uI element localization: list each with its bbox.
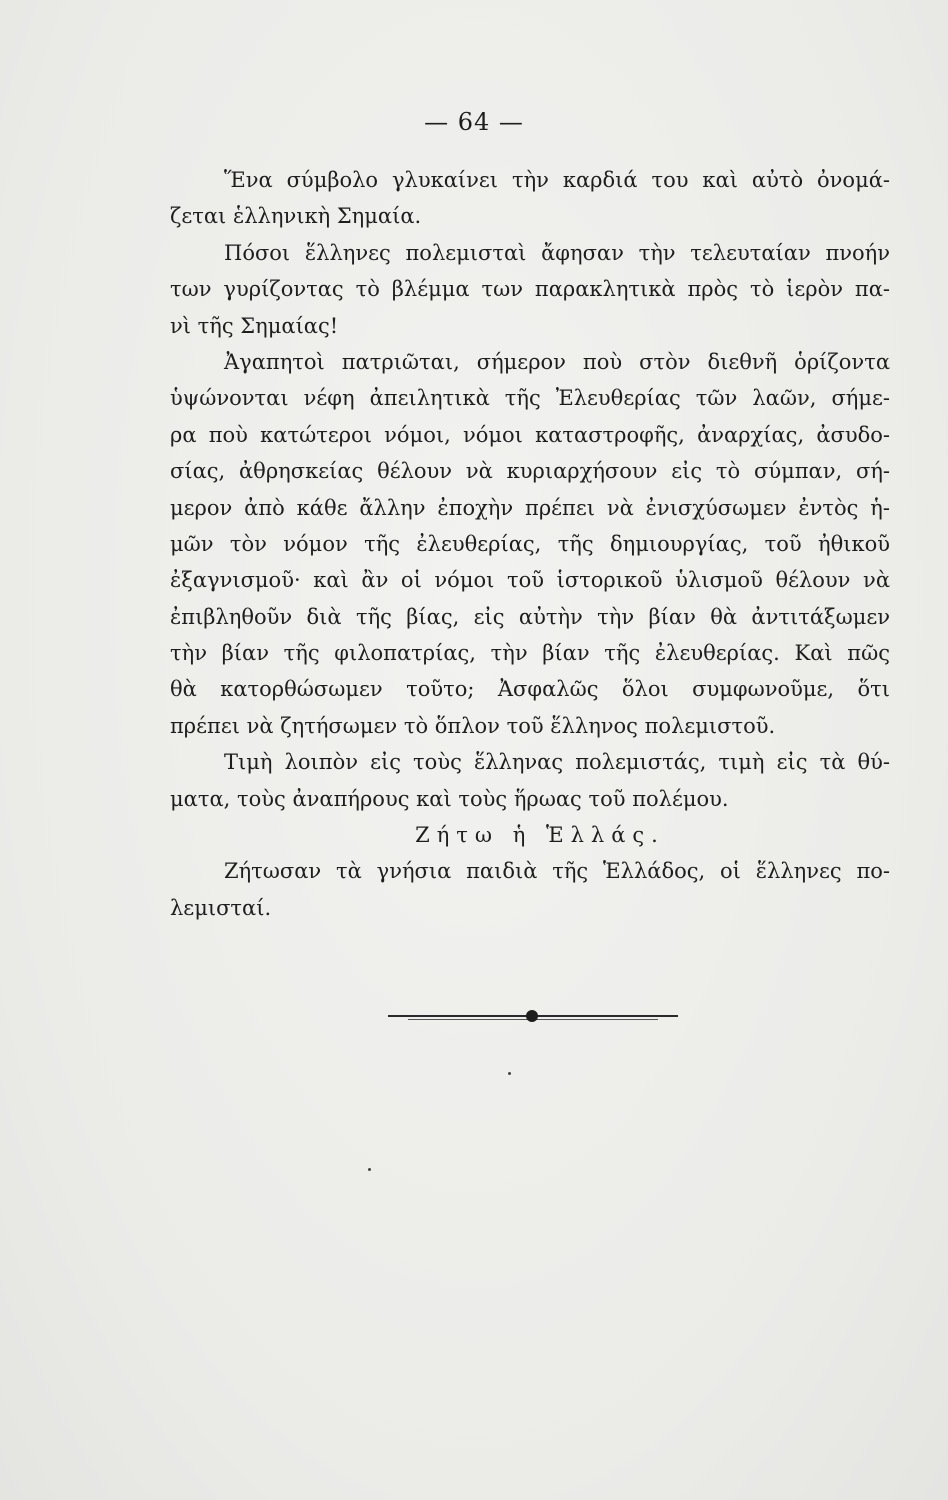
text-line: τὴν βίαν τῆς φιλοπατρίας, τὴν βίαν τῆς ἐλευθερίας. Καὶ πῶς [170,641,890,666]
text-line: μερον ἀπὸ κάθε ἄλλην ἐποχὴν πρέπει νὰ ἐνισχύσωμεν ἐντὸς ἡ- [170,495,890,520]
text-line: ἐπιβληθοῦν διὰ τῆς βίας, εἰς αὐτὴν τὴν βίαν θὰ ἀντιτάξωμεν [170,604,890,629]
text-line: Τιμὴ λοιπὸν εἰς τοὺς ἕλληνας πολεμιστάς, τιμὴ εἰς τὰ θύ- [224,750,890,775]
divider-dot-icon [526,1010,538,1022]
text-line: πρέπει νὰ ζητήσωμεν τὸ ὅπλον τοῦ ἕλληνος πολεμιστοῦ. [170,713,776,738]
ink-speck [508,1072,511,1075]
text-line: μῶν τὸν νόμον τῆς ἐλευθερίας, τῆς δημιουργίας, τοῦ ἠθικοῦ [170,531,890,556]
text-line: θὰ κατορθώσωμεν τοῦτο; Ἀσφαλῶς ὅλοι συμφωνοῦμε, ὅτι [170,677,890,702]
text-line: των γυρίζοντας τὸ βλέμμα των παρακλητικὰ πρὸς τὸ ἱερὸν πα- [170,277,890,302]
text-line: ἐξαγνισμοῦ· καὶ ἂν οἱ νόμοι τοῦ ἱστορικοῦ ὑλισμοῦ θέλουν νὰ [170,568,890,593]
text-line: Ζήτω ἡ Ἑλλάς. [415,823,665,848]
text-line: ζεται ἑλληνικὴ Σημαία. [170,204,422,229]
text-line: λεμισταί. [170,895,272,920]
text-line: νὶ τῆς Σημαίας! [170,313,339,338]
text-line: Πόσοι ἕλληνες πολεμισταὶ ἄφησαν τὴν τελευταίαν πνοήν [224,240,890,265]
page-number: — 64 — [424,108,524,136]
text-line: σίας, ἀθρησκείας θέλουν νὰ κυριαρχήσουν εἰς τὸ σύμπαν, σή- [170,459,890,484]
text-line: Ἀγαπητοὶ πατριῶται, σήμερον ποὺ στὸν διεθνῆ ὁρίζοντα [224,349,890,374]
text-line: ὑψώνονται νέφη ἀπειλητικὰ τῆς Ἐλευθερίας τῶν λαῶν, σήμε- [170,386,890,411]
ink-speck [368,1168,371,1171]
text-line: Ζήτωσαν τὰ γνήσια παιδιὰ τῆς Ἑλλάδος, οἱ ἕλληνες πο- [224,859,890,884]
ornament-divider [388,1010,678,1022]
text-line: ματα, τοὺς ἀναπήρους καὶ τοὺς ἥρωας τοῦ πολέμου. [170,786,729,811]
text-line: Ἕνα σύμβολο γλυκαίνει τὴν καρδιά του καὶ αὐτὸ ὀνομά- [224,168,890,192]
text-line: ρα ποὺ κατώτεροι νόμοι, νόμοι καταστροφῆς, ἀναρχίας, ἀσυδο- [170,422,890,447]
body-text [170,162,890,926]
